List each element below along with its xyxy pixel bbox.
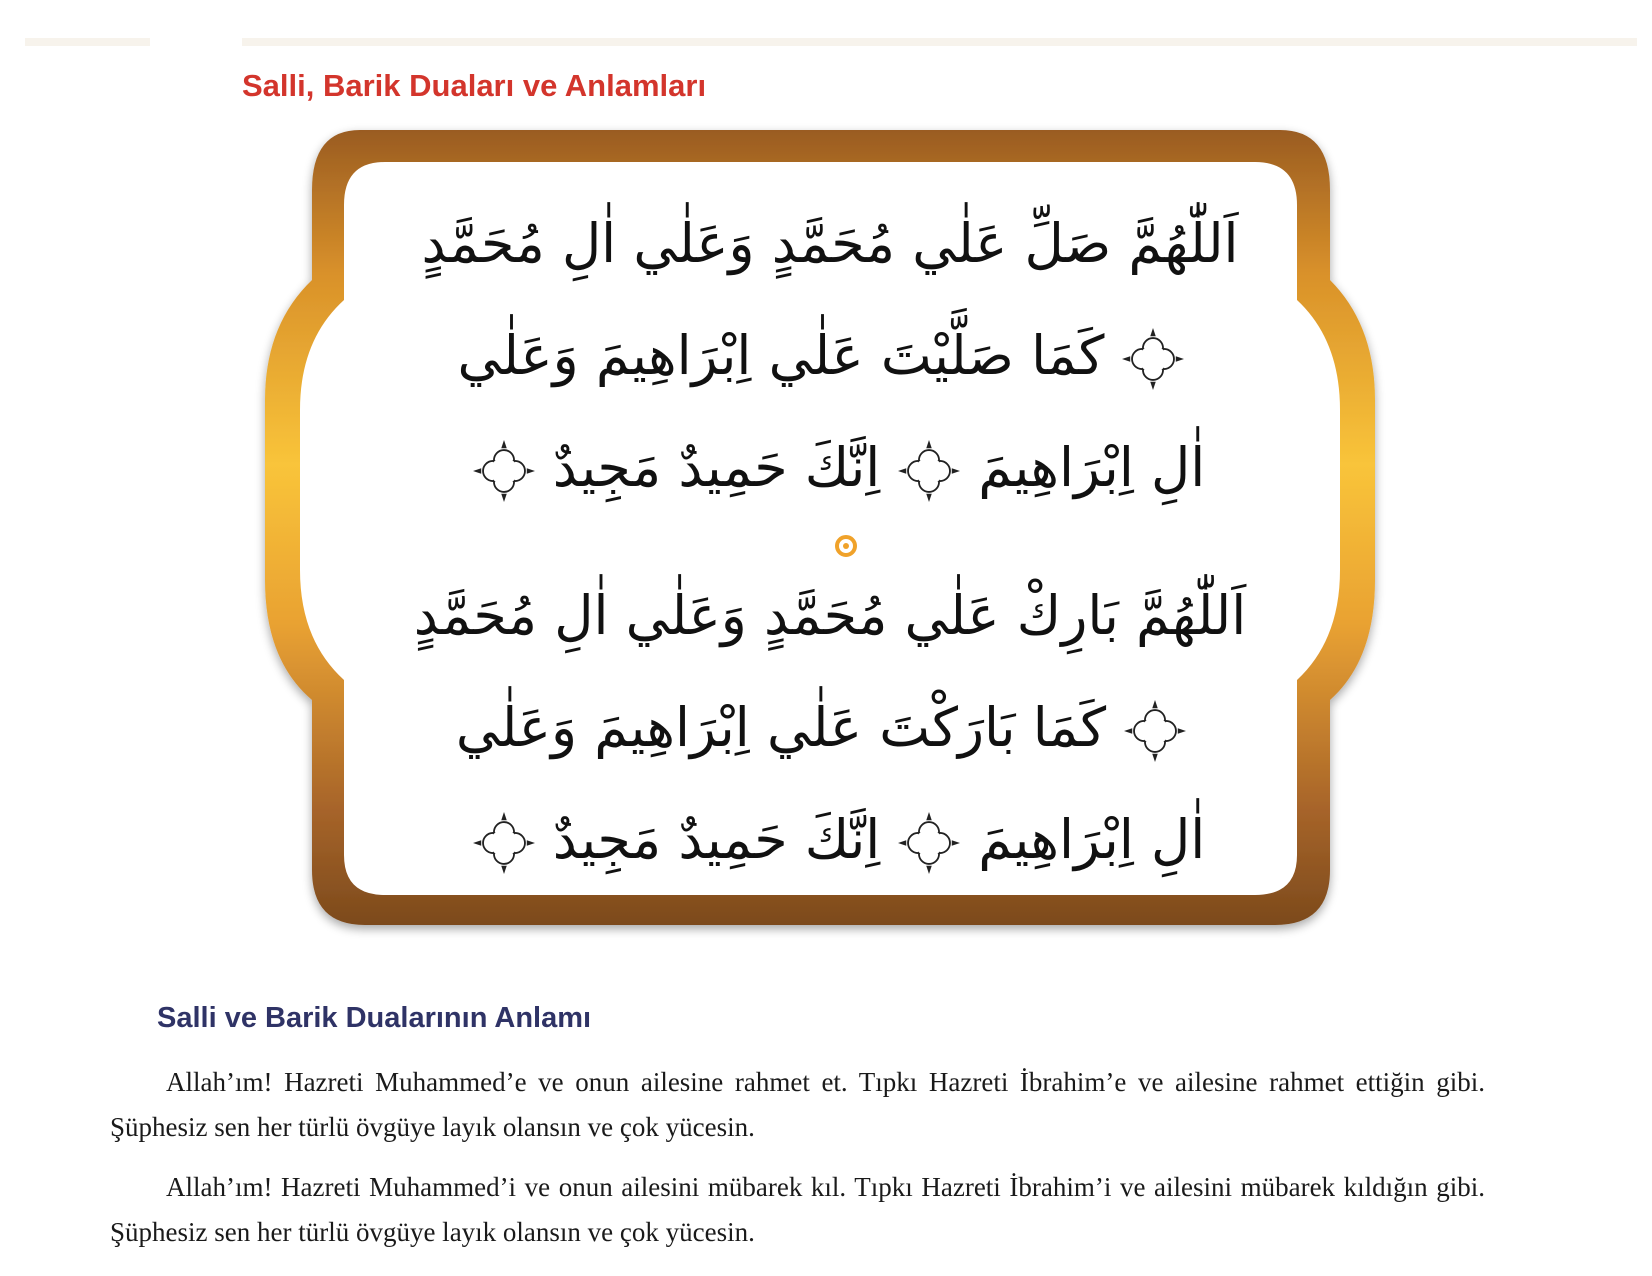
page-title: Salli, Barik Duaları ve Anlamları xyxy=(242,68,707,103)
dua-divider-dot-center xyxy=(843,543,849,549)
salli-line-2 xyxy=(350,300,1310,412)
barik-line-1: اَللّٰهُمَّ بَارِكْ عَلٰي مُحَمَّدٍ وَعَلٰي اٰلِ مُحَمَّدٍ xyxy=(413,584,1247,647)
salli-line-3 xyxy=(350,412,1310,524)
barik-meaning-paragraph: Allah’ım! Hazreti Muhammed’i ve onun ailesini mübarek kıl. Tıpkı Hazreti İbrahim’i ve ailesini mübarek kıldığın gibi. Şüphesiz sen her türlü övgüye layık olansın ve çok yücesin. xyxy=(110,1172,1485,1247)
barik-line-3a-text: اٰلِ اِبْرَاهِيمَ xyxy=(978,808,1206,871)
salli-line-3a-text: اٰلِ اِبْرَاهِيمَ xyxy=(978,436,1206,499)
salli-line-1: اَللّٰهُمَّ صَلِّ عَلٰي مُحَمَّدٍ وَعَلٰي اٰلِ مُحَمَّدٍ xyxy=(421,212,1239,275)
salli-line-3b-text: اِنَّكَ حَمِيدٌ مَجِيدٌ xyxy=(552,436,881,499)
verse-end-rosette-icon xyxy=(473,812,535,874)
barik-line-2-text: كَمَا بَارَكْتَ عَلٰي اِبْرَاهِيمَ وَعَلٰي xyxy=(455,696,1107,759)
verse-end-rosette-icon xyxy=(898,440,960,502)
verse-end-rosette-icon xyxy=(1122,328,1184,390)
barik-line-3 xyxy=(350,784,1310,896)
salli-dua xyxy=(350,188,1310,524)
verse-end-rosette-icon xyxy=(898,812,960,874)
barik-line-2 xyxy=(350,672,1310,784)
verse-end-rosette-icon xyxy=(1124,700,1186,762)
meaning-heading: Salli ve Barik Dualarının Anlamı xyxy=(157,1002,592,1034)
barik-dua xyxy=(350,560,1310,896)
barik-line-3b-text: اِنَّكَ حَمِيدٌ مَجِيدٌ xyxy=(552,808,881,871)
salli-line-2-text: كَمَا صَلَّيْتَ عَلٰي اِبْرَاهِيمَ وَعَلٰي xyxy=(457,324,1105,387)
verse-end-rosette-icon xyxy=(473,440,535,502)
salli-meaning-paragraph: Allah’ım! Hazreti Muhammed’e ve onun ailesine rahmet et. Tıpkı Hazreti İbrahim’e ve ailesine rahmet ettiğin gibi. Şüphesiz sen her türlü övgüye layık olansın ve çok yücesin. xyxy=(110,1067,1485,1142)
